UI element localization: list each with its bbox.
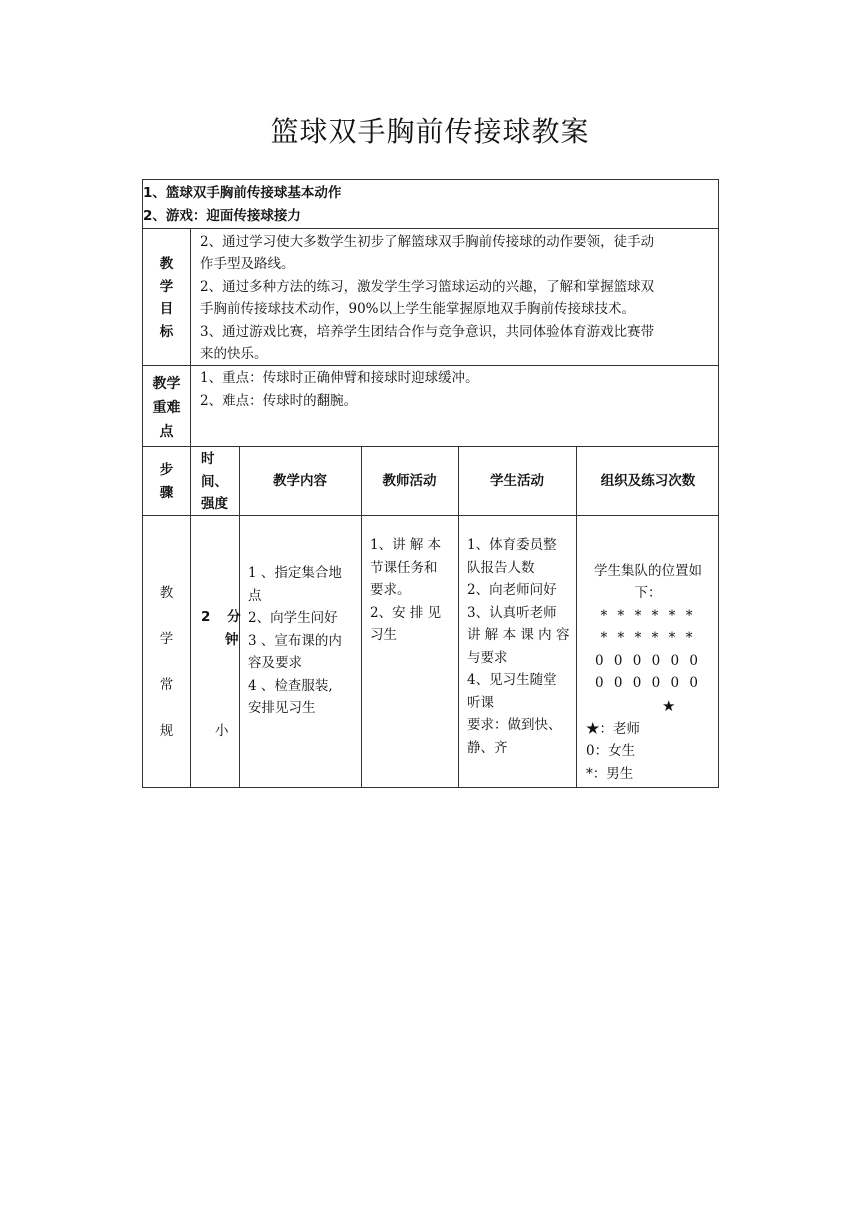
org-intro-line: 下： bbox=[634, 585, 662, 601]
routine-step-char: 常 bbox=[159, 677, 174, 693]
routine-student-line: 1、体育委员整 bbox=[467, 537, 557, 553]
goals-label-char: 学 bbox=[159, 278, 174, 295]
goals-line: 3、通过游戏比赛，培养学生团结合作与竞争意识，共同体验体育游戏比赛带 bbox=[200, 324, 655, 340]
header-row bbox=[142, 446, 719, 516]
legend-boys: *：男生 bbox=[586, 766, 634, 782]
header-content: 教学内容 bbox=[273, 473, 327, 489]
teacher-star-icon: ★ bbox=[662, 697, 676, 715]
keypoints-label-line: 教学 bbox=[152, 376, 181, 392]
routine-student-line: 2、向老师问好 bbox=[467, 582, 557, 598]
routine-student-line: 3、认真听老师 bbox=[467, 604, 557, 621]
routine-content-line: 1 、指定集合地 bbox=[248, 565, 342, 581]
routine-content-line: 2、向学生问好 bbox=[248, 610, 338, 626]
goals-label-char: 目 bbox=[159, 301, 174, 317]
header-time-line: 间、 bbox=[201, 473, 228, 490]
formation-row-girls: 0 0 0 0 0 0 bbox=[595, 653, 701, 669]
content-line-2: 2、游戏：迎面传接球接力 bbox=[143, 208, 301, 224]
routine-time: 2 分 bbox=[201, 609, 247, 625]
routine-student-line: 听课 bbox=[467, 694, 494, 711]
formation-row-boys: * * * * * * bbox=[600, 608, 696, 624]
routine-step-char: 规 bbox=[159, 723, 174, 739]
routine-teacher-line: 1、讲 解 本 bbox=[370, 537, 442, 553]
header-time bbox=[201, 448, 228, 516]
page-title: 篮球双手胸前传接球教案 bbox=[270, 115, 590, 148]
keypoints-line: 1、重点：传球时正确伸臂和接球时迎球缓冲。 bbox=[200, 370, 479, 386]
goals-line: 2、通过学习使大多数学生初步了解篮球双手胸前传接球的动作要领，徒手动 bbox=[200, 234, 655, 250]
header-time-line: 强度 bbox=[201, 496, 228, 512]
keypoints-row bbox=[142, 365, 719, 447]
routine-teacher-line: 2、安 排 见 bbox=[370, 604, 442, 621]
routine-content-line: 点 bbox=[248, 587, 262, 604]
formation-row-boys: * * * * * * bbox=[600, 630, 696, 646]
keypoints-line: 2、难点：传球时的翻腕。 bbox=[200, 393, 358, 409]
goals-label bbox=[143, 253, 190, 343]
routine-content-line: 4 、检查服装, bbox=[248, 677, 333, 694]
keypoints-label bbox=[143, 372, 190, 444]
org-intro-line: 学生集队的位置如 bbox=[594, 563, 702, 579]
header-time-line: 时 bbox=[201, 451, 215, 467]
goals-line: 来的快乐。 bbox=[200, 346, 268, 362]
routine-intensity: 小 bbox=[215, 723, 229, 739]
routine-student-line: 讲 解 本 课 内 容 bbox=[467, 627, 570, 643]
routine-student bbox=[467, 534, 569, 759]
header-step-char: 骤 bbox=[159, 484, 174, 501]
routine-student-line: 静、齐 bbox=[467, 739, 508, 756]
header-step bbox=[143, 459, 190, 504]
keypoints-label-line: 重难 bbox=[152, 400, 181, 416]
routine-content bbox=[248, 562, 342, 720]
header-student: 学生活动 bbox=[490, 473, 544, 489]
content-line-1: 1、篮球双手胸前传接球基本动作 bbox=[143, 185, 342, 201]
goals-label-char: 教 bbox=[159, 256, 174, 272]
goals-label-char: 标 bbox=[159, 323, 174, 340]
routine-row bbox=[142, 515, 719, 788]
goals-row bbox=[142, 228, 719, 366]
header-org: 组织及练习次数 bbox=[600, 473, 696, 489]
goals-line: 2、通过多种方法的练习，激发学生学习篮球运动的兴趣，了解和掌握篮球双 bbox=[200, 279, 655, 295]
routine-teacher bbox=[370, 534, 441, 647]
routine-time-unit: 钟 bbox=[225, 632, 239, 648]
routine-teacher-line: 习生 bbox=[370, 627, 397, 643]
routine-content-line: 安排见习生 bbox=[248, 700, 316, 716]
content-cell bbox=[142, 179, 719, 229]
routine-student-line: 要求：做到快、 bbox=[467, 717, 562, 733]
routine-content-line: 3 、宣布课的内 bbox=[248, 632, 342, 649]
routine-student-line: 4、见习生随堂 bbox=[467, 672, 557, 688]
formation-row-girls: 0 0 0 0 0 0 bbox=[595, 675, 701, 691]
routine-step-char: 教 bbox=[159, 585, 174, 601]
routine-student-line: 与要求 bbox=[467, 649, 508, 666]
legend-girls: 0：女生 bbox=[586, 743, 636, 759]
header-step-char: 步 bbox=[159, 462, 174, 478]
goals-line: 手胸前传接球技术动作，90%以上学生能掌握原地双手胸前传接球技术。 bbox=[200, 301, 636, 317]
routine-student-line: 队报告人数 bbox=[467, 559, 535, 576]
routine-content-line: 容及要求 bbox=[248, 655, 302, 671]
goals-line: 作手型及路线。 bbox=[200, 256, 295, 272]
keypoints-label-line: 点 bbox=[159, 424, 174, 440]
header-teacher: 教师活动 bbox=[382, 473, 437, 489]
routine-teacher-line: 要求。 bbox=[370, 582, 411, 598]
routine-teacher-line: 节课任务和 bbox=[370, 559, 438, 576]
routine-step-char: 学 bbox=[159, 631, 174, 647]
legend-teacher: ★：老师 bbox=[586, 721, 640, 737]
